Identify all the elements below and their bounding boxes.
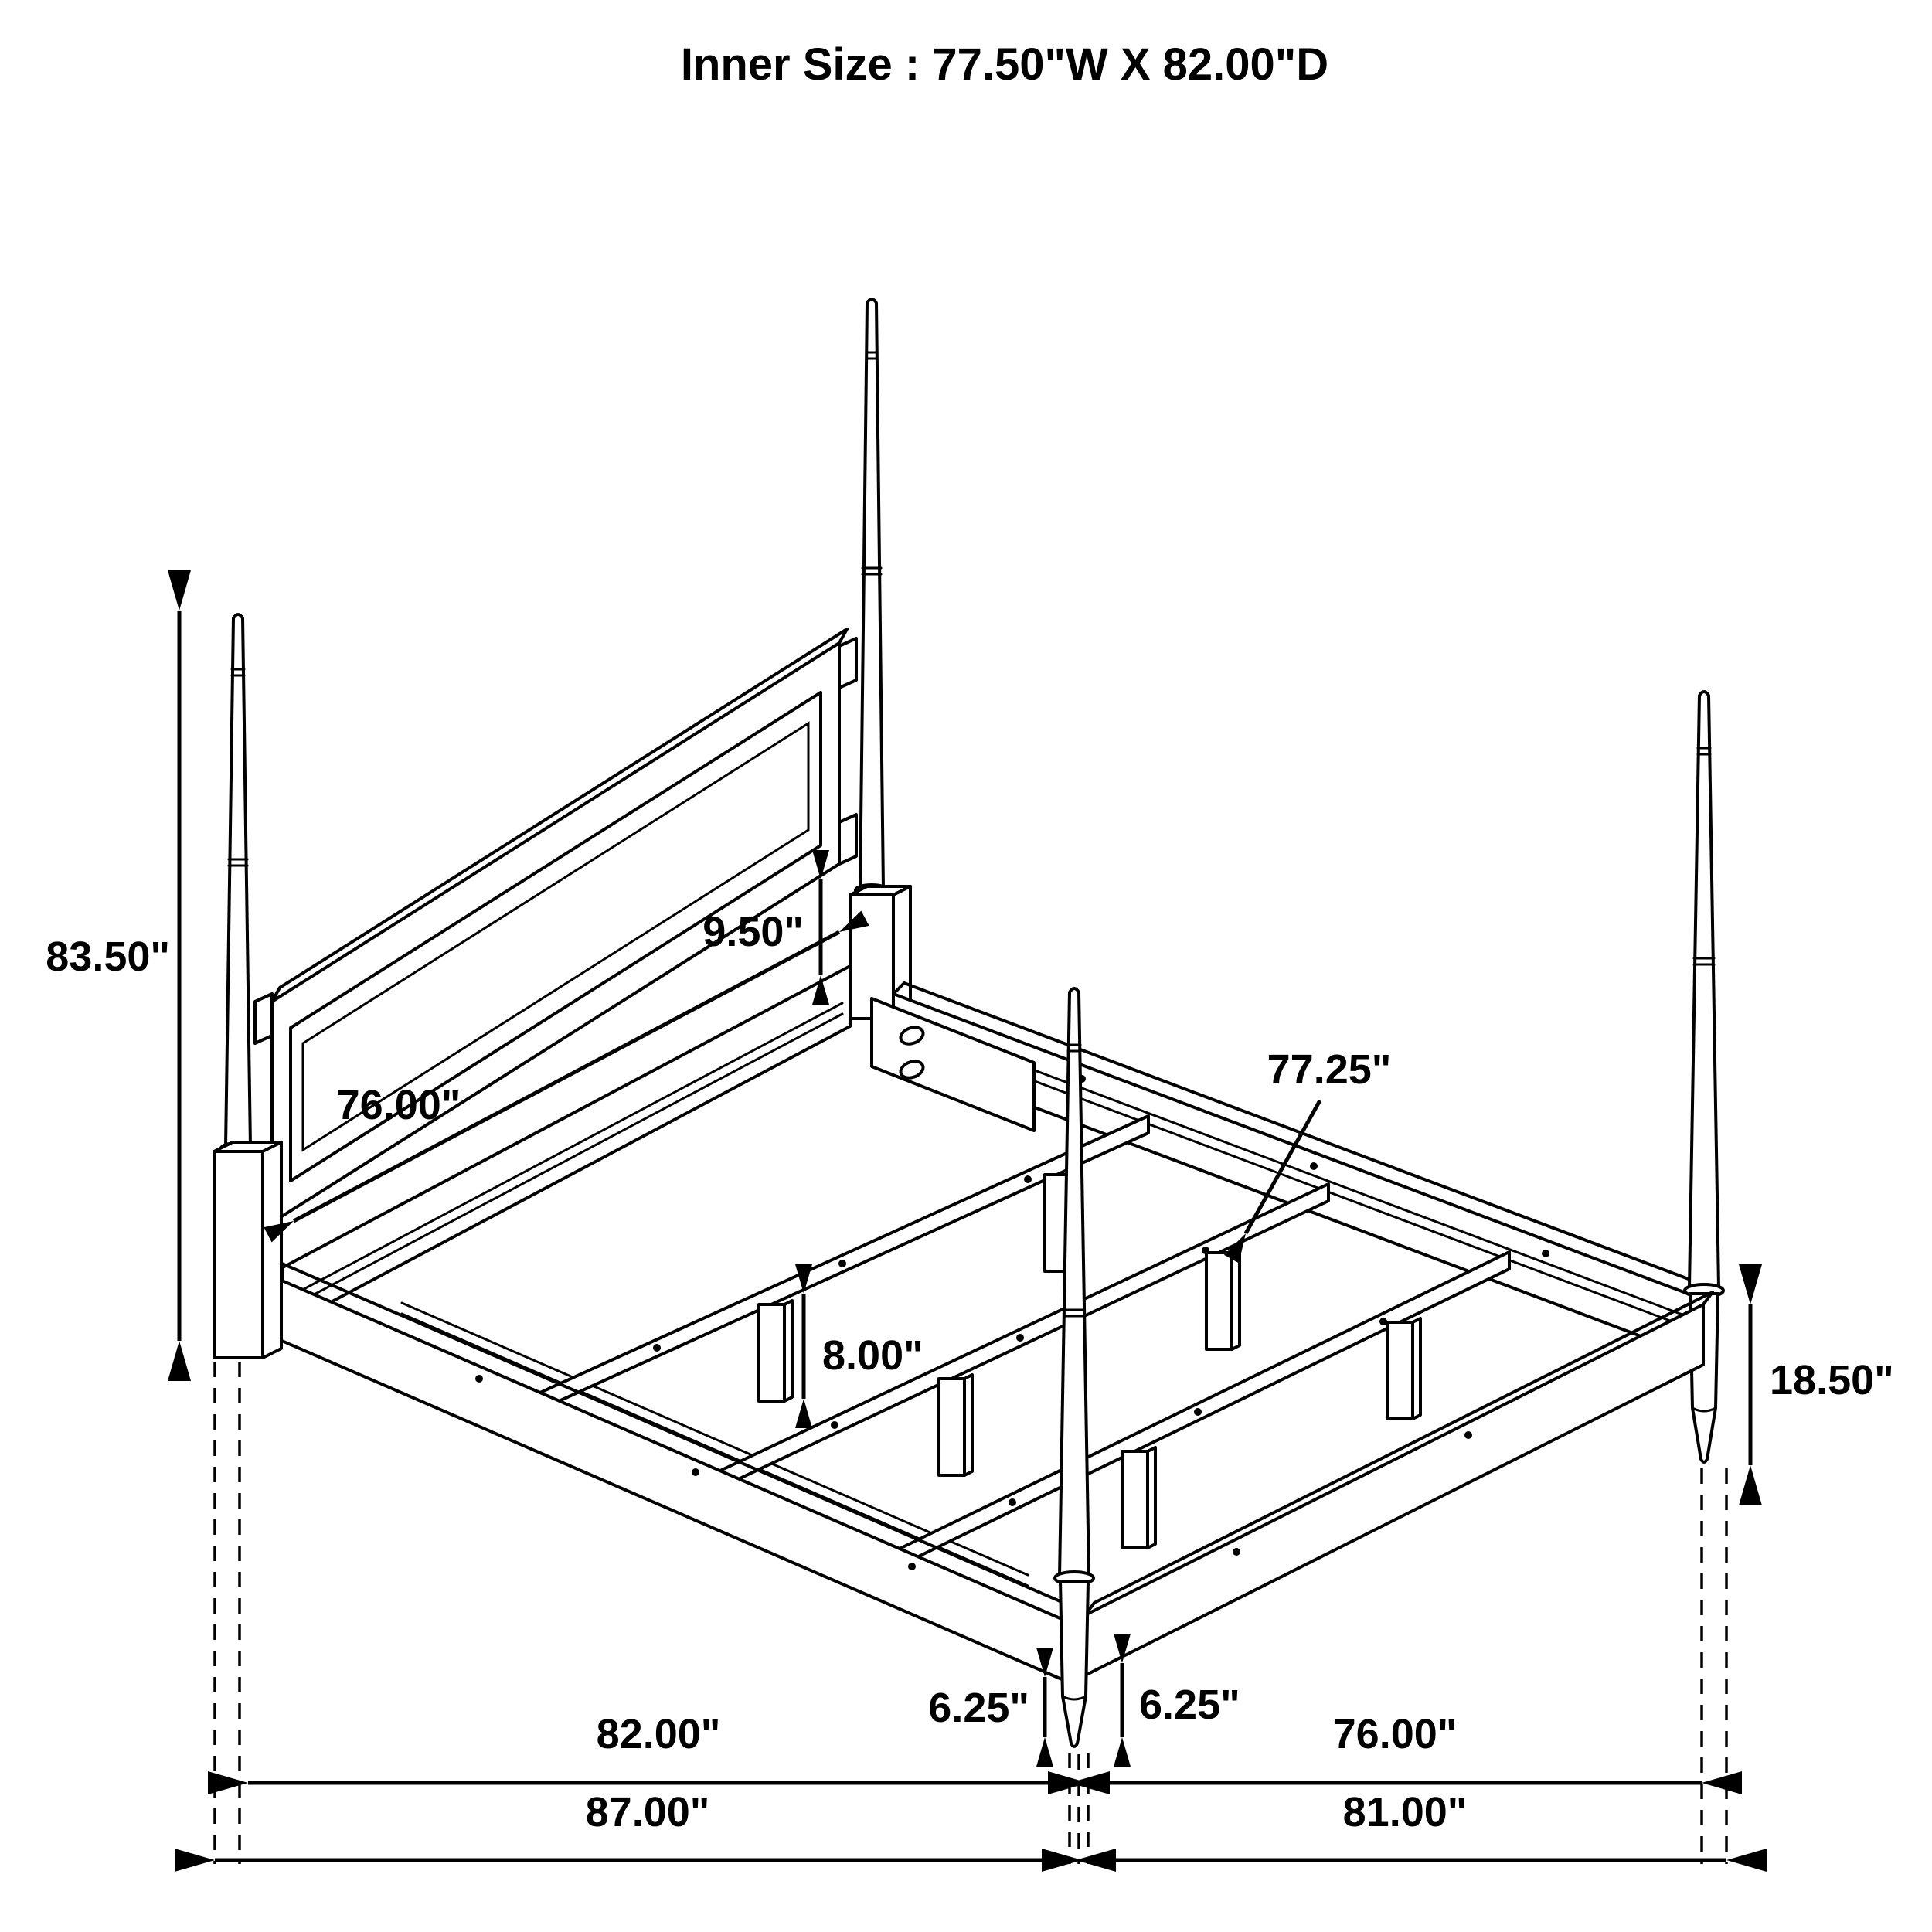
slat-leg	[1122, 1451, 1148, 1548]
dimension-annotations	[46, 611, 1893, 1864]
slat-leg	[1206, 1253, 1232, 1349]
dim-label-slat-rail: 77.25"	[1267, 1046, 1392, 1093]
slat-leg	[759, 1304, 784, 1401]
dim-label-overall-depth: 87.00"	[585, 1789, 710, 1835]
dim-label-post-height: 83.50"	[46, 934, 170, 980]
dim-label-headboard-width: 76.00"	[336, 1082, 461, 1128]
page-title: Inner Size : 77.50"W X 82.00"D	[680, 39, 1329, 90]
dim-label-clearance-right: 6.25"	[1139, 1682, 1240, 1728]
dim-label-leg-height: 8.00"	[822, 1332, 923, 1379]
slat-2	[720, 1184, 1328, 1488]
headboard-right-post	[850, 299, 910, 1019]
headboard-connector-top-right	[839, 638, 856, 688]
extension-lines-right	[1702, 1468, 1726, 1864]
dim-label-clearance-left: 6.25"	[928, 1685, 1029, 1731]
right-side-rail	[872, 983, 1711, 1359]
dim-label-panel-gap: 9.50"	[702, 909, 804, 955]
extension-lines-center	[1070, 1753, 1088, 1864]
slat-3	[900, 1252, 1509, 1566]
dim-label-overall-width: 81.00"	[1342, 1789, 1468, 1835]
dim-label-foot-post-height: 18.50"	[1770, 1357, 1894, 1403]
headboard-connector-bottom-right	[839, 815, 856, 864]
slat-leg	[1387, 1322, 1413, 1419]
slat-leg	[939, 1379, 964, 1475]
headboard-left-post	[214, 614, 281, 1358]
dim-label-inner-depth: 82.00"	[596, 1711, 721, 1757]
dim-label-inner-width: 76.00"	[1332, 1711, 1458, 1757]
headboard-connector-top-left	[255, 994, 272, 1043]
extension-lines-left	[215, 1362, 240, 1864]
